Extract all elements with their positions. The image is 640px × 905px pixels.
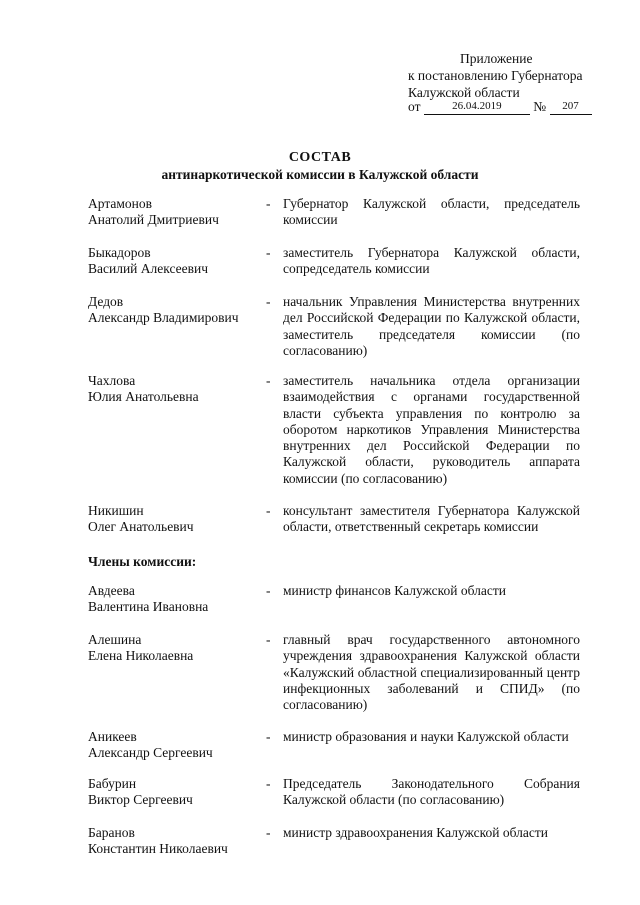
person-position: заместитель Губернатора Калужской области, сопредседатель комиссии xyxy=(283,245,580,277)
document-title: СОСТАВ xyxy=(288,150,352,165)
decree-date-line xyxy=(408,99,592,115)
surname: Авдеева xyxy=(88,583,135,598)
person-position: министр финансов Калужской области xyxy=(283,583,506,598)
surname: Артамонов xyxy=(88,196,153,211)
given-names: Олег Анатольевич xyxy=(88,519,194,535)
person-name xyxy=(88,729,263,762)
dash: - xyxy=(266,196,271,211)
person-name xyxy=(88,196,263,229)
appendix-line: Приложение xyxy=(460,51,533,66)
surname: Чахлова xyxy=(88,373,136,388)
given-names: Василий Алексеевич xyxy=(88,261,209,277)
person-name xyxy=(88,776,263,809)
given-names: Александр Владимирович xyxy=(88,310,239,326)
person-name xyxy=(88,583,263,616)
appendix-header xyxy=(408,50,582,101)
person-position: Губернатор Калужской области, председатель комиссии xyxy=(283,196,580,228)
dash: - xyxy=(266,632,271,647)
date-field xyxy=(424,99,530,115)
dash: - xyxy=(266,245,271,260)
given-names: Виктор Сергеевич xyxy=(88,792,193,808)
given-names: Александр Сергеевич xyxy=(88,745,213,761)
given-names: Юлия Анатольевна xyxy=(88,389,199,405)
surname: Бабурин xyxy=(88,776,137,791)
person-position: начальник Управления Министерства внутренних дел Российской Федерации по Калужской области, заместитель председателя комиссии (по согласованию) xyxy=(283,294,580,358)
surname: Быкадоров xyxy=(88,245,151,260)
person-position: министр образования и науки Калужской области xyxy=(283,729,569,744)
given-names: Елена Николаевна xyxy=(88,648,194,664)
dash: - xyxy=(266,294,271,309)
document-subtitle: антинаркотической комиссии в Калужской области xyxy=(161,167,479,182)
members-heading: Члены комиссии: xyxy=(88,554,197,569)
surname: Аникеев xyxy=(88,729,137,744)
person-name xyxy=(88,825,263,858)
person-name xyxy=(88,373,263,406)
dash: - xyxy=(266,583,271,598)
dash: - xyxy=(266,729,271,744)
person-position: главный врач государственного автономного учреждения здравоохранения Калужской области «Калужский областной специализированный центр инфекционных заболеваний и СПИД» (по согласованию) xyxy=(283,632,580,713)
surname: Баранов xyxy=(88,825,135,840)
person-name xyxy=(88,503,263,536)
number-field xyxy=(550,99,592,115)
person-name xyxy=(88,245,263,278)
given-names: Валентина Ивановна xyxy=(88,599,209,615)
dash: - xyxy=(266,503,271,518)
from-label: от xyxy=(408,99,421,114)
person-position: заместитель начальника отдела организации взаимодействия с органами государственной власти субъекта управления по контролю за оборотом наркотиков Управления Министерства внутренних дел Российской Федерации по Калужской области, руководитель аппарата комиссии (по согласованию) xyxy=(283,373,580,486)
person-name xyxy=(88,632,263,665)
person-position: министр здравоохранения Калужской области xyxy=(283,825,548,840)
given-names: Константин Николаевич xyxy=(88,841,228,857)
dash: - xyxy=(266,776,271,791)
person-position: консультант заместителя Губернатора Калужской области, ответственный секретарь комиссии xyxy=(283,503,580,535)
appendix-line: к постановлению Губернатора xyxy=(408,68,583,83)
surname: Алешина xyxy=(88,632,142,647)
dash: - xyxy=(266,825,271,840)
person-name xyxy=(88,294,263,327)
given-names: Анатолий Дмитриевич xyxy=(88,212,219,228)
decree-date: 26.04.2019 xyxy=(452,100,502,112)
dash: - xyxy=(266,373,271,388)
number-label: № xyxy=(533,99,547,114)
surname: Никишин xyxy=(88,503,144,518)
surname: Дедов xyxy=(88,294,124,309)
person-position: Председатель Законодательного Собрания Калужской области (по согласованию) xyxy=(283,776,580,808)
decree-number: 207 xyxy=(562,100,579,112)
appendix-line: Калужской области xyxy=(408,85,520,100)
